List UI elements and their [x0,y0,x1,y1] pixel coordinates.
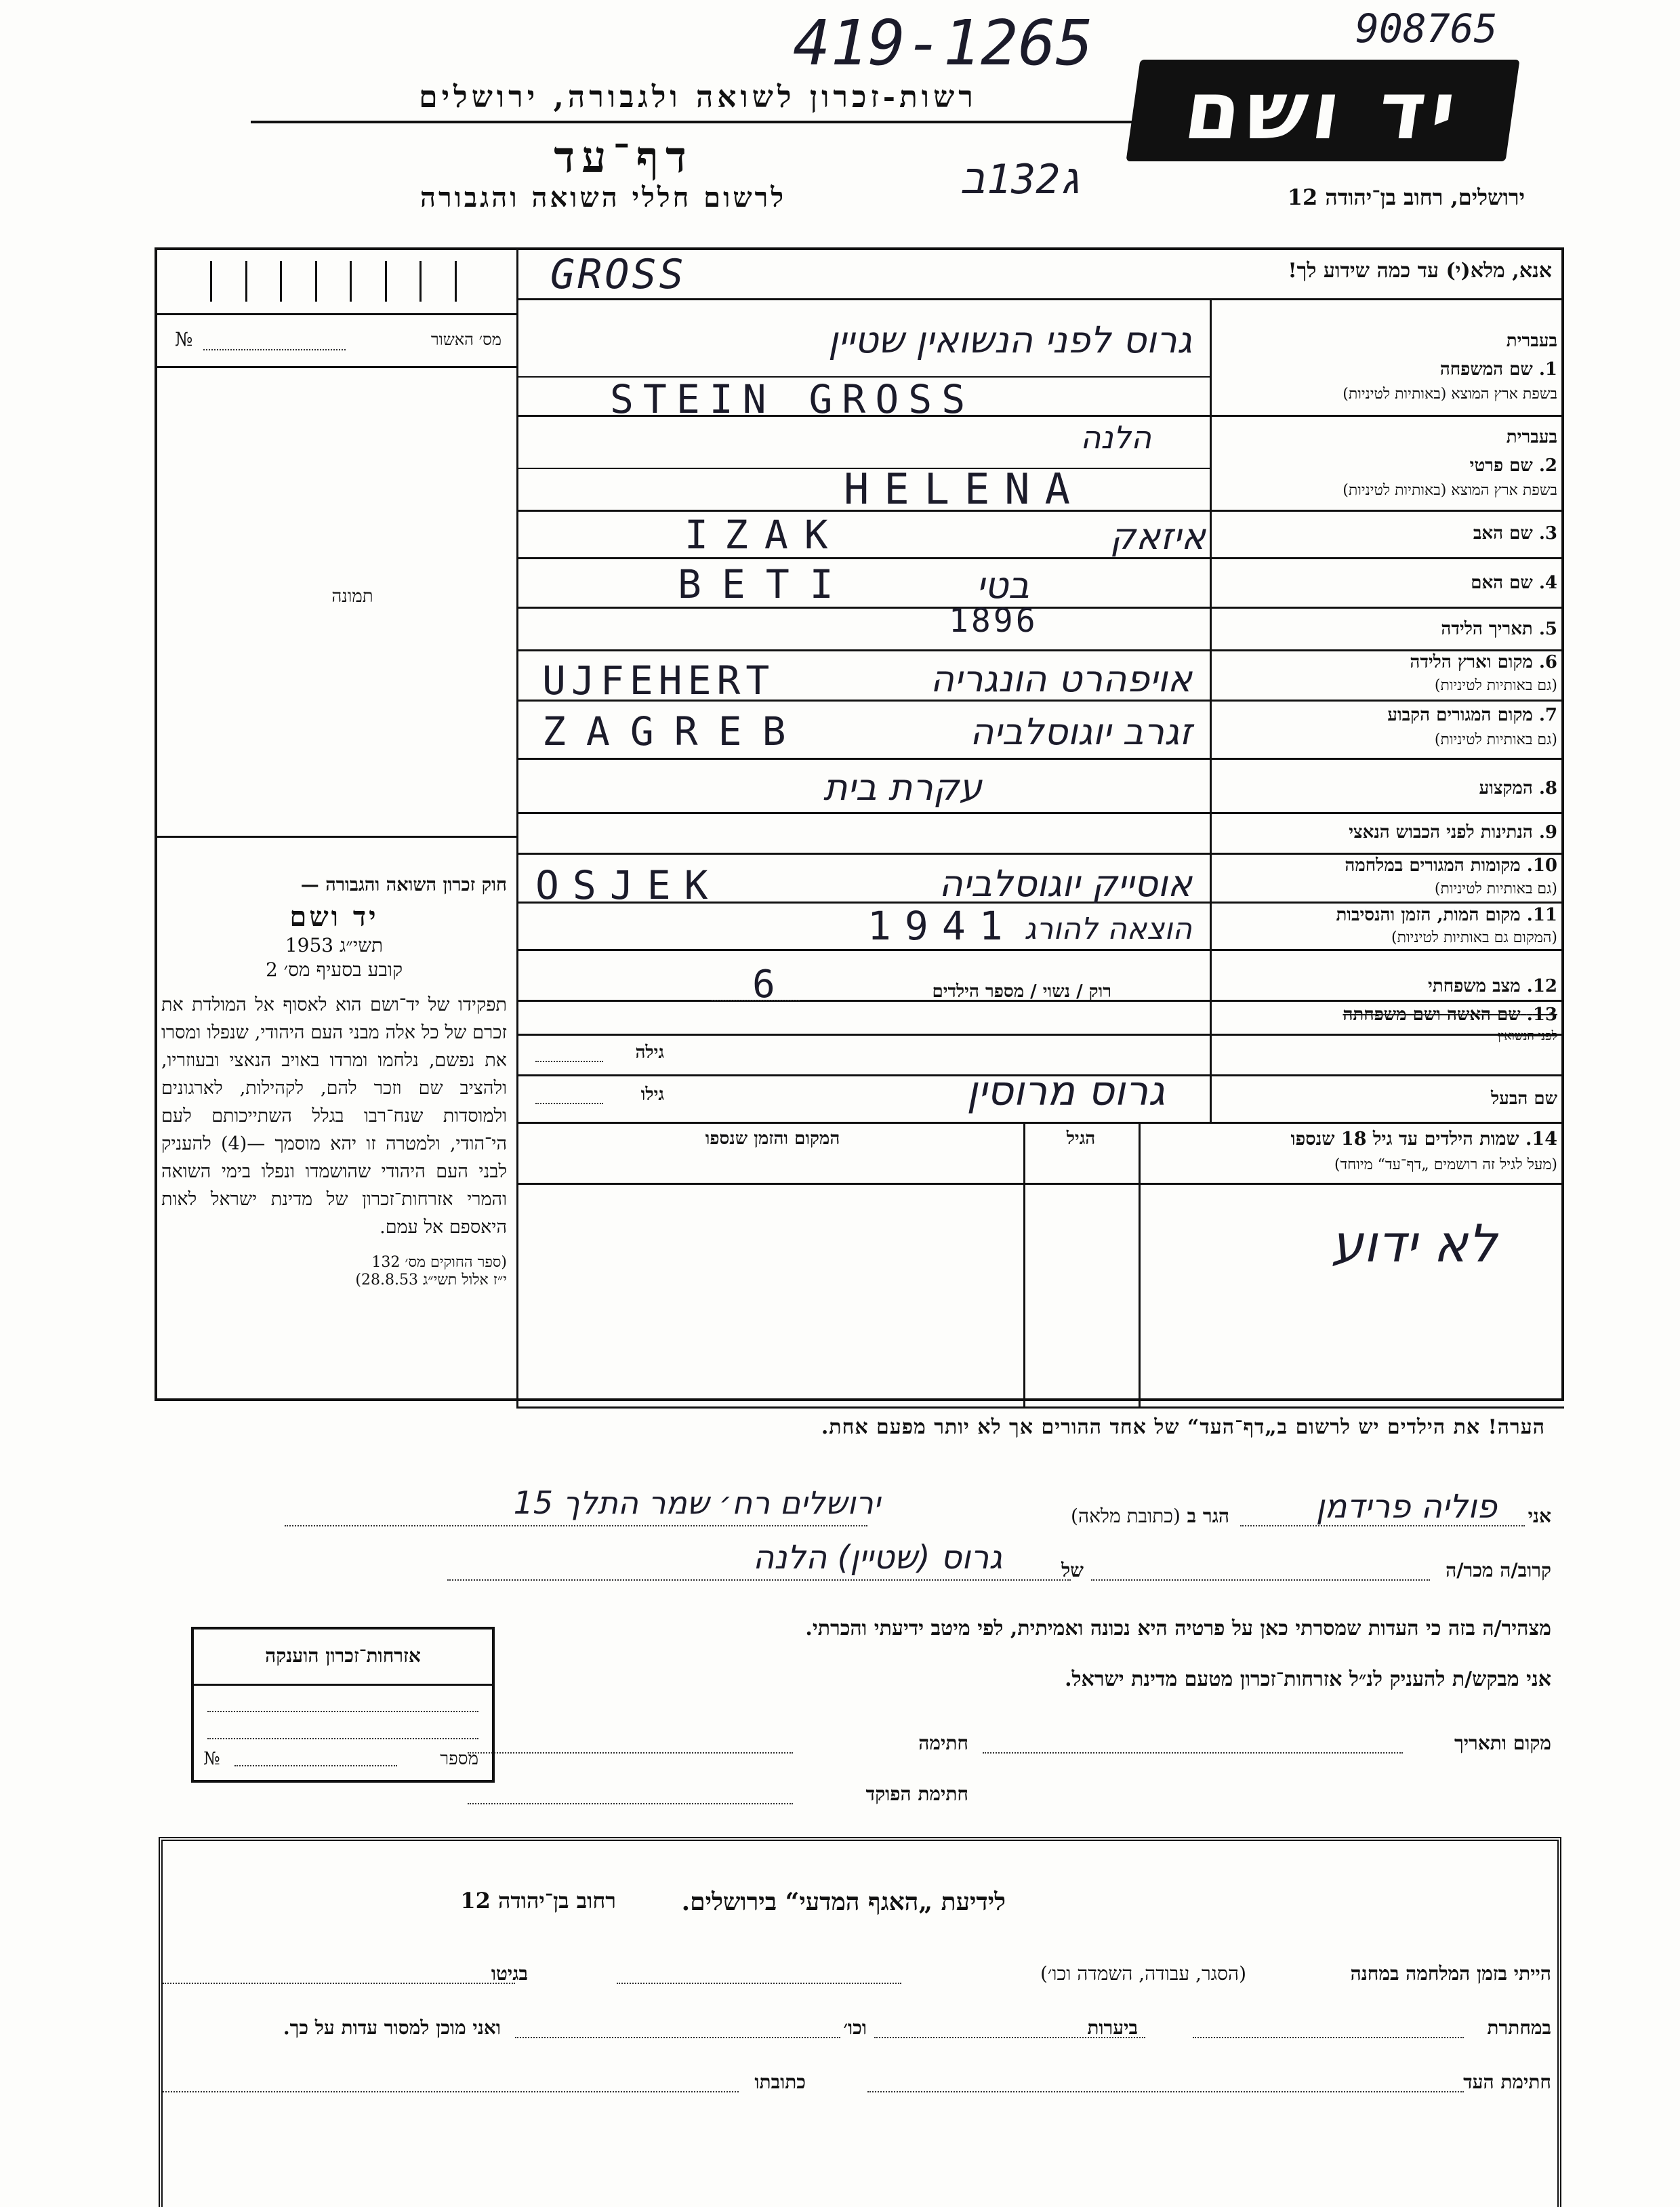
sub-surname: בשפת ארץ המוצא (באותיות לטיניות) [1343,386,1557,403]
citizenship-number-label: מספר [440,1749,478,1769]
footer-line3-dots-2 [163,2091,739,2092]
approval-no-sign: № [175,328,193,350]
answer-birthdate: 1896 [949,602,1038,640]
label-surname: 1. שם המשפחה [1439,359,1557,380]
law-year: תשי״ג 1953 [285,934,384,956]
decl-signature-dots [468,1752,793,1754]
answer-surname-latin: STEIN GROSS [610,376,975,422]
label-birthdate: 5. תאריך הלידה [1441,619,1557,639]
answer-husband-he: גרוס מרוסין [966,1068,1165,1115]
label-marital: 12. מצב משפחתי [1428,976,1557,996]
decl-statement-2: אני מבקש/ת להעניק לנ״ל אזרחות־זכרון מטעם מדינת ישראל. [1065,1667,1551,1691]
row-line [516,607,1564,609]
sub-residence: (גם באותיות לטיניות) [1434,731,1557,748]
footer-line1-end: בגיטו [491,1962,528,1985]
husband-age-dots [535,1103,603,1104]
note-text: הערה! את הילדים יש לרשום ב„דף־העד“ של אחד ההורים אך לא יותר מפעם אחת. [821,1415,1545,1439]
children-age-col: הגיל [1066,1129,1096,1149]
law-box [161,874,507,1289]
decl-signature: חתימה [918,1732,968,1754]
answer-surname-he: גרוס לפני הנשואין שטיין [828,319,1192,361]
answer-children-count: 6 [752,963,785,1007]
answer-birthplace-he: אויפהרט הונגריה [930,657,1192,700]
row-line [516,649,1564,651]
approval-digit-boxes [178,261,489,302]
footer-line2-dots-3 [515,2037,840,2038]
label-wartime-places: 10. מקומות המגורים במלחמה [1345,855,1557,876]
answer-wartime-latin: OSJEK [535,862,722,908]
footer-line2-mid2: וכו׳ [843,2017,867,2039]
label-birthplace: 6. מקום וארץ הלידה [1410,652,1557,672]
footer-line2-mid1: ביערות [1087,2017,1138,2039]
photo-area-bottom [155,836,516,838]
answer-birthplace-latin: UJFEHERT [542,657,775,704]
law-text: תפקידו של יד־ושם הוא לאסוף אל המולדת את זכרם של כל אלה מבני העם היהודי, שנפלו ומסרו את נפשם, נלחמו ומרדו באויב הנאצי ובעוזריו, ולהציב שם וזכר להם, לקהילות, לארגונים ולמוסדות שנח־רבו בגלל השתייכותם לעם הי־הודי, ולמטרה זו יהא מוסמך —(4) להעניק לבני העם היהודי שהושמדו ונפלו בימי השואה והמרי אזרחות־זכרון של מדינת ישראל לאות היאספם אל עמם. [161,994,507,1238]
form-title: דף־עד [554,132,693,183]
left-col-divider-lower [516,1122,518,1406]
answer-mother-latin: BETI [678,561,854,607]
decl-of-dots [447,1579,1071,1581]
label-residence: 7. מקום המגורים הקבוע [1387,705,1557,725]
sub-wartime-places: (גם באותיות לטיניות) [1434,880,1557,897]
footer-line2-dots-1 [1193,2037,1464,2038]
decl-place-dots [983,1752,1403,1754]
decl-address: ירושלים רח׳ שמר התלך 15 [513,1484,880,1521]
decl-officer-dots [468,1803,793,1804]
decl-residing: הגר ב (כתובת מלאה) [1071,1505,1229,1527]
row-line [516,853,1564,855]
row-line [516,758,1564,760]
code-number: ג132ב [962,156,1085,203]
authority-underline [251,121,1152,123]
law-source-date: י״ז אלול תשי״ג 28.8.53) [355,1272,507,1289]
decl-place-date: מקום ותאריך [1454,1732,1551,1754]
footer-line1-options: (הסגר, עבודה, השמדה וכו׳) [1040,1962,1246,1985]
left-col-divider [516,247,518,1123]
marital-options: רוק / נשוי / מספר הילדים [932,981,1111,1002]
footer-line2-end: ואני מוכן למסור עדות על כך. [283,2017,501,2039]
answer-children-he: לא ידוע [1331,1213,1497,1274]
footer-line3-start: חתימת העד [1463,2071,1551,2093]
children-place-col: המקום והזמן שנספו [705,1129,840,1149]
citizenship-title: אזרחות־זכרון הוענקה [265,1644,421,1667]
label-citizenship: 9. הנתינות לפני הכבוש הנאצי [1349,822,1557,843]
children-header-sub: (מעל לגיל זה רושמים „דף־עד“ מיוחד) [1334,1156,1557,1173]
citizenship-dots-2 [207,1738,478,1739]
label-mother: 4. שם האם [1471,573,1557,593]
label-wife: 13. שם האשה ושם משפחתה [1343,1005,1557,1025]
row-line [516,1034,1564,1036]
law-logo: יד ושם [289,901,379,933]
answer-father-latin: IZAK [684,512,844,558]
citizenship-box [191,1627,495,1783]
wife-age-dots [535,1061,603,1062]
citizenship-dots-1 [207,1711,478,1712]
footer-line1-dots [617,1983,901,1984]
answer-father-he: איזאק [1109,515,1206,558]
footer-line3-end: כתובתו [754,2071,806,2093]
form-subtitle: לרשום חללי השואה והגבורה [419,182,787,214]
answer-firstname-he: הלנה [1080,419,1151,455]
footer-address: רחוב בן־יהודה 12 [460,1888,616,1914]
address: ירושלים, רחוב בן־יהודה 12 [1287,184,1525,210]
law-section: קובע בסעיף מס׳ 2 [265,958,403,981]
wife-age-label: גילה [635,1042,664,1063]
answer-profession-he: עקרת בית [823,766,982,809]
decl-ani: אני [1528,1505,1551,1527]
row-line [516,949,1564,951]
decl-statement-1: מצהיר/ה בזה כי העדות שמסרתי כאן על פרטיה היא נכונה ואמיתית, לפי מיטב ידיעתי והכרתי. [805,1617,1551,1640]
note-row-top [516,1406,1564,1409]
citizenship-dots-3 [234,1765,397,1766]
answer-death-he: הוצאה להורג [1024,912,1192,946]
decl-address-dots [285,1525,867,1526]
form-intro: אנא, מלא(י) עד כמה שידוע לך! [1288,259,1552,283]
decl-officer-signature: חתימת הפוקד [865,1783,968,1805]
hebrew-tag-1: בעברית [1506,331,1557,351]
approval-label: מס׳ האשור [430,330,501,349]
answer-wartime-he: אוסייק יוגוסלביה [939,862,1192,905]
decl-relative-dots [1091,1579,1430,1581]
row-line [516,1122,1564,1124]
sub-firstname: בשפת ארץ המוצא (באותיות לטיניות) [1343,482,1557,499]
label-father: 3. שם האב [1473,523,1557,544]
approval-row-top [155,313,516,315]
label-profession: 8. המקצוע [1479,778,1557,798]
law-source: (ספר החוקים מס׳ 132 [371,1254,507,1271]
sub-birthplace: (גם באותיות לטיניות) [1434,677,1557,694]
sub-wife: לפני הנשואין [1498,1029,1557,1043]
hebrew-tag-2: בעברית [1506,427,1557,447]
row-line [516,557,1564,559]
logo-text: יד ושם [1179,64,1467,157]
answer-death-year: 1941 [867,903,1017,949]
intro-row-bottom [516,298,1564,300]
label-firstname: 2. שם פרטי [1469,455,1557,476]
decl-relative-of: גרוס (שטיין) הלנה [753,1539,1002,1577]
photo-label: תמונה [331,586,373,607]
answer-header-latin: GROSS [550,251,687,298]
husband-age-label: גילו [640,1085,664,1105]
decl-relative: קרוב/ה מכר/ה [1446,1559,1551,1581]
answer-firstname-latin: HELENA [844,464,1085,514]
file-number: 419-1265 [793,7,1094,79]
corner-number: 908765 [1355,5,1498,52]
footer-line2-dots-2 [874,2037,1145,2038]
row-line [516,812,1564,814]
approval-row-bottom [155,366,516,368]
children-header-label: 14. שמות הילדים עד גיל 18 שנספו [1290,1129,1557,1150]
footer-line3-dots-1 [867,2091,1464,2092]
logo [1126,60,1519,161]
label-husband: שם הבעל [1490,1089,1557,1109]
children-col-divider-1 [1023,1122,1025,1183]
answer-residence-latin: ZAGREB [542,708,806,754]
decl-name: פוליה פרידמן [1315,1488,1497,1526]
approval-dots [203,349,346,350]
authority-line: רשות-זכרון לשואה ולגבורה, ירושלים [419,80,977,115]
children-col-divider-3 [1023,1183,1025,1406]
answer-residence-he: זגרב יוגוסלביה [970,710,1192,753]
law-title: חוק זכרון השואה והגבורה — [300,874,507,895]
footer-line1-start: הייתי בזמן המלחמה במחנה [1350,1962,1551,1985]
label-death: 11. מקום המות, הזמן והנסיבות [1336,905,1557,925]
sub-death: (המקום גם באותיות לטיניות) [1391,929,1557,946]
footer-line1-dots-end [163,1983,515,1984]
footer-title: לידיעת „האגף המדעי“ בירושלים. [681,1888,1006,1916]
decl-of: של [1061,1559,1084,1581]
answer-mother-he: בטי [976,564,1029,607]
children-header-bottom [516,1183,1564,1185]
footer-line2-start: במחתרת [1487,2017,1551,2039]
citizenship-number-sign: № [203,1749,220,1769]
citizenship-title-line [194,1684,492,1686]
children-col-divider-2 [1139,1122,1141,1406]
